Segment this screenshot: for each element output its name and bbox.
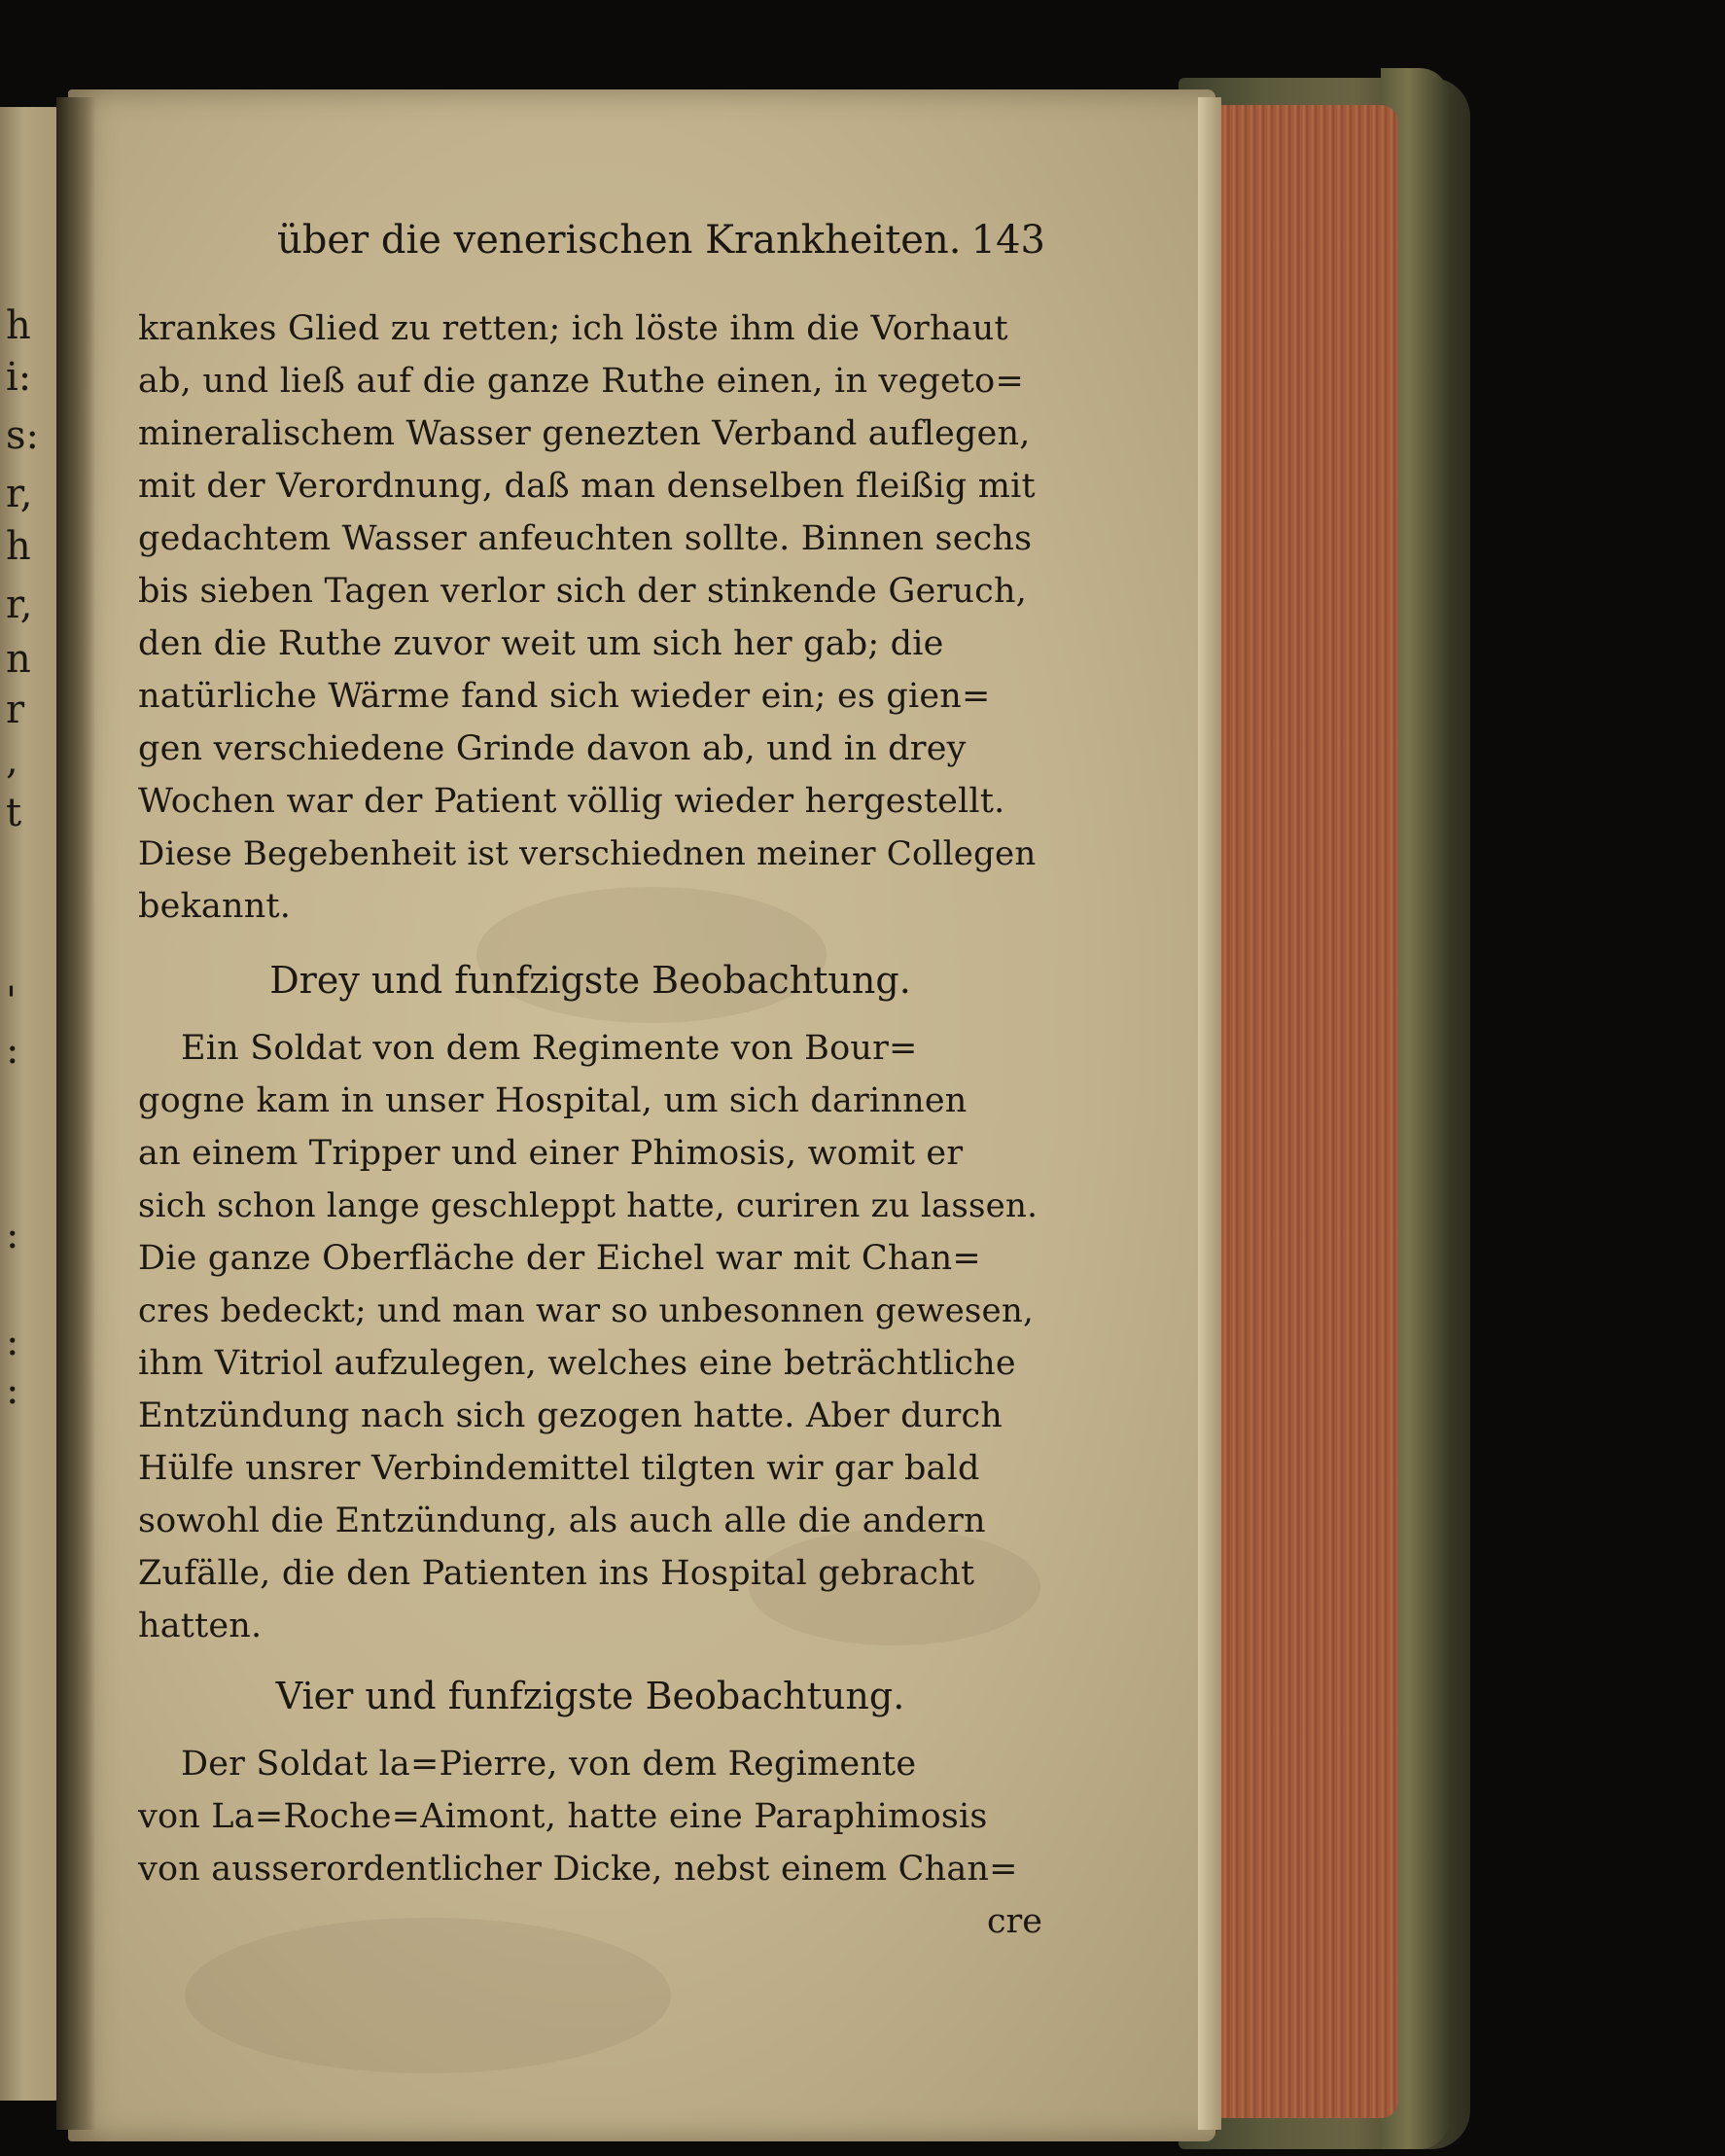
left-page-fragment: h	[6, 303, 31, 348]
left-page-fragment: r	[6, 688, 25, 732]
text-line: an einem Tripper und einer Phimosis, womit er	[138, 1134, 964, 1173]
left-page-fragment: :	[6, 1320, 19, 1364]
left-page-fragment: :	[6, 1368, 19, 1413]
section-heading: Vier und funfzigste Beobachtung.	[275, 1675, 905, 1717]
text-line: mineralischem Wasser genezten Verband auflegen,	[138, 414, 1031, 453]
left-page-fragment: s:	[6, 413, 40, 458]
left-page-fragment: r,	[6, 583, 33, 627]
text-line: gen verschiedene Grinde davon ab, und in drey	[138, 729, 967, 768]
text-line: hatten.	[138, 1607, 263, 1645]
paper-stain	[185, 1918, 671, 2073]
text-line: gedachtem Wasser anfeuchten sollte. Binnen sechs	[138, 519, 1033, 558]
section-heading: Drey und funfzigste Beobachtung.	[269, 959, 911, 1002]
text-line: cres bedeckt; und man war so unbesonnen gewesen,	[138, 1291, 1034, 1330]
left-facing-page	[0, 107, 60, 2101]
text-line: bekannt.	[138, 887, 292, 926]
text-line: von La=Roche=Aimont, hatte eine Paraphimosis	[138, 1797, 988, 1836]
text-line: den die Ruthe zuvor weit um sich her gab; die	[138, 624, 944, 663]
text-line: sich schon lange geschleppt hatte, curiren zu lassen.	[138, 1186, 1039, 1225]
gutter-shadow	[56, 97, 95, 2130]
page-fore-edge	[1214, 105, 1398, 2118]
left-page-fragment: :	[6, 1213, 19, 1257]
left-page-fragment: r,	[6, 472, 33, 516]
left-page-fragment: n	[6, 637, 31, 682]
left-page-fragment: '	[6, 979, 17, 1024]
catchword: cre	[986, 1902, 1042, 1941]
text-line: Der Soldat la=Pierre, von dem Regimente	[181, 1745, 917, 1784]
text-line: Ein Soldat von dem Regimente von Bour=	[181, 1029, 918, 1068]
text-line: Hülfe unsrer Verbindemittel tilgten wir gar bald	[138, 1449, 980, 1488]
running-head	[277, 216, 1045, 265]
page-number: 143	[970, 218, 1045, 263]
text-line: ihm Vitriol aufzulegen, welches eine beträchtliche	[138, 1344, 1016, 1383]
text-line: Entzündung nach sich gezogen hatte. Aber durch	[138, 1396, 1003, 1435]
text-line: natürliche Wärme fand sich wieder ein; es gien=	[138, 677, 991, 716]
left-page-fragment: t	[6, 791, 22, 835]
page-edge	[1198, 97, 1221, 2130]
text-line: ab, und ließ auf die ganze Ruthe einen, in vegeto=	[138, 362, 1024, 401]
left-page-fragment: h	[6, 524, 31, 569]
text-line: mit der Verordnung, daß man denselben fleißig mit	[138, 467, 1036, 506]
text-line: bis sieben Tagen verlor sich der stinkende Geruch,	[138, 572, 1028, 611]
text-line: sowohl die Entzündung, als auch alle die andern	[138, 1502, 986, 1540]
text-line: Diese Begebenheit ist verschiednen meiner Collegen	[138, 834, 1037, 873]
left-page-fragment: ,	[6, 738, 18, 783]
left-page-fragment: :	[6, 1028, 19, 1073]
left-page-fragment: i:	[6, 355, 32, 400]
running-title: über die venerischen Krankheiten.	[277, 218, 962, 263]
text-line: krankes Glied zu retten; ich löste ihm die Vorhaut	[138, 309, 1008, 348]
text-line: gogne kam in unser Hospital, um sich darinnen	[138, 1081, 968, 1120]
text-line: Zufälle, die den Patienten ins Hospital gebracht	[138, 1554, 975, 1593]
text-line: Die ganze Oberfläche der Eichel war mit Chan=	[138, 1239, 981, 1278]
text-line: Wochen war der Patient völlig wieder hergestellt.	[138, 782, 1005, 821]
text-line: von ausserordentlicher Dicke, nebst einem Chan=	[138, 1850, 1018, 1889]
